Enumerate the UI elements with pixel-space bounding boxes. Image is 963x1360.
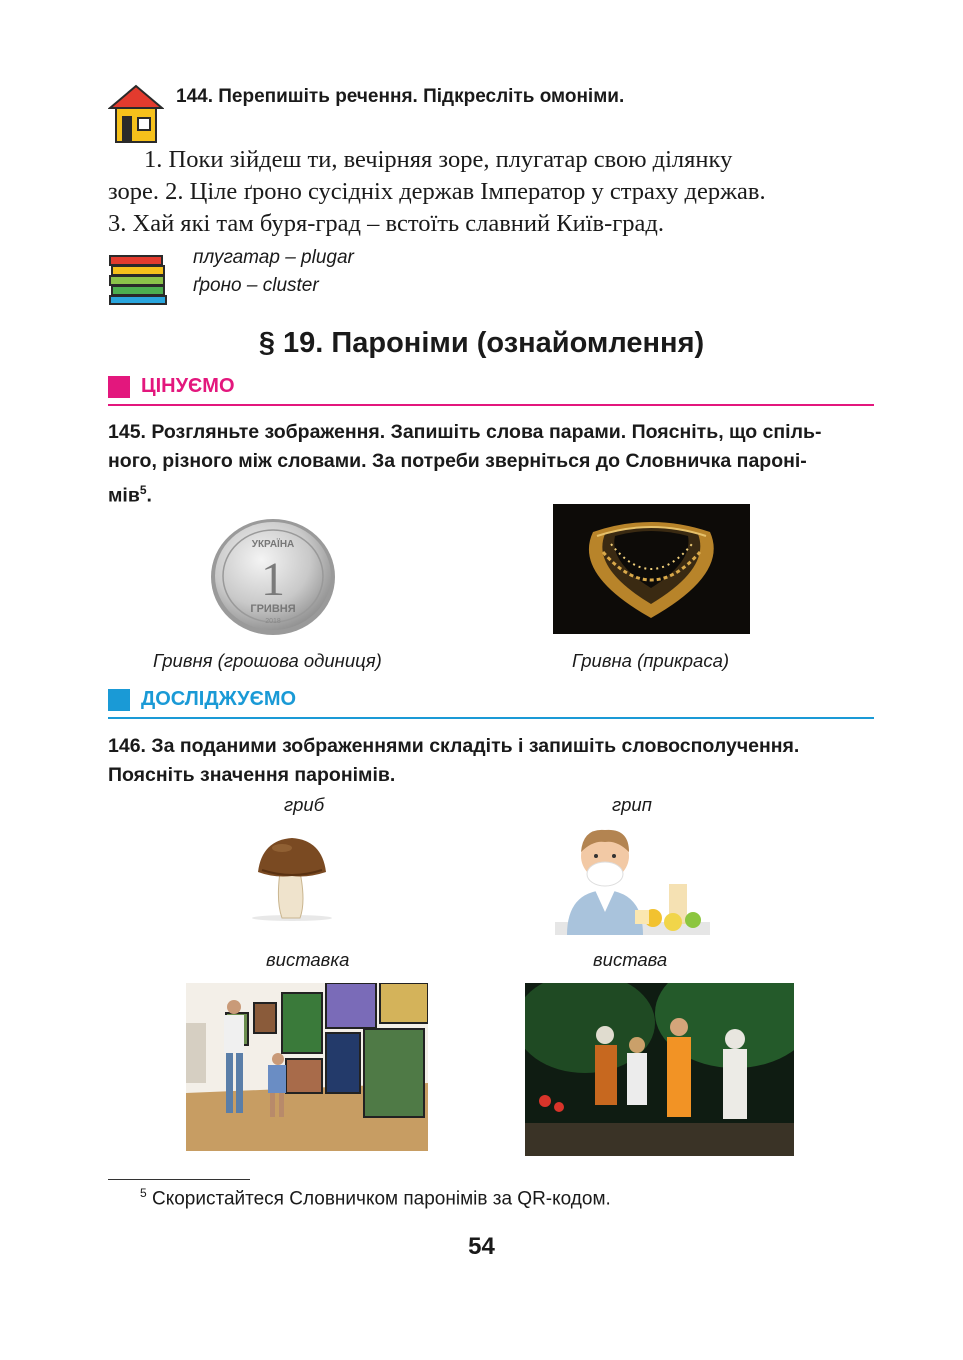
footnote-text: Скористайтеся Словничком паронімів за QR-кодом. <box>146 1188 611 1210</box>
divider <box>108 404 874 406</box>
task-text-fragment: мів <box>108 484 140 507</box>
coin-year: 2018 <box>265 618 281 625</box>
house-icon <box>108 84 164 144</box>
page-number: 54 <box>468 1233 495 1260</box>
books-icon <box>108 254 168 306</box>
image-caption: Гривна (прикраса) <box>572 650 730 671</box>
image-caption: Гривня (грошова одиниця) <box>153 650 382 671</box>
mushroom-image <box>248 832 334 922</box>
divider <box>108 717 874 719</box>
section-marker <box>108 689 130 711</box>
task-text-line: Поясніть значення паронімів. <box>108 764 396 786</box>
footnote-mark: 5 <box>140 1186 147 1200</box>
footnote-reference: 5 <box>139 483 147 497</box>
task-text-line-last <box>108 476 874 511</box>
theatre-image <box>525 983 794 1156</box>
sentence-line: зоре. 2. Ціле ґроно сусідніх держав Імператор у страху держав. <box>108 178 766 205</box>
block-heading-value: ДОСЛІДЖУЄМО <box>141 688 297 710</box>
coin-image <box>208 515 338 637</box>
task-text-line: 145. Розгляньте зображення. Запишіть слова парами. Поясніть, що спіль- <box>108 421 822 443</box>
task-144-heading: 144. Перепишіть речення. Підкресліть омоніми. <box>176 86 625 107</box>
section-title: § 19. Пароніми (ознайомлення) <box>258 327 705 359</box>
coin-digit: 1 <box>261 553 285 606</box>
task-text-line: 146. За поданими зображеннями складіть і запишіть словосполучення. <box>108 735 800 757</box>
footnote <box>140 1186 611 1210</box>
footnote-divider <box>108 1179 250 1180</box>
exhibition-image <box>186 983 428 1151</box>
pectoral-image <box>553 504 750 634</box>
task-text-line: ного, різного між словами. За потреби зверніться до Словничка пароні- <box>108 450 807 472</box>
word-label: гриб <box>284 794 325 815</box>
task-144-sentences <box>108 144 874 240</box>
glossary-entry: ґроно – cluster <box>193 275 319 296</box>
sick-child-image <box>555 822 710 935</box>
task-text-end: . <box>146 484 152 507</box>
word-label: грип <box>612 794 652 815</box>
section-marker <box>108 376 130 398</box>
block-heading-value: ЦІНУЄМО <box>141 375 235 397</box>
coin-bottom-text: ГРИВНЯ <box>250 603 296 615</box>
task-145-text <box>108 418 874 511</box>
word-label: вистава <box>593 949 668 970</box>
sentence-line: 3. Хай які там буря-град – встоїть славний Київ-град. <box>108 210 665 237</box>
word-label: виставка <box>266 949 350 970</box>
coin-top-text: УКРАЇНА <box>251 539 295 550</box>
task-146-text <box>108 732 874 790</box>
sentence-line: 1. Поки зійдеш ти, вечірняя зоре, плугатар свою ділянку <box>144 146 733 173</box>
glossary-entry: плугатар – plugar <box>193 247 354 268</box>
